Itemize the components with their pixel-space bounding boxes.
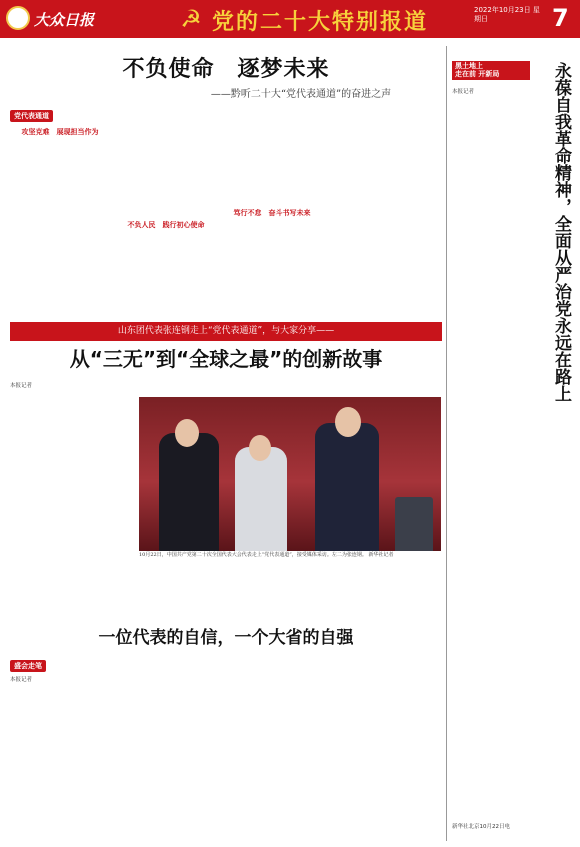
- article2-column-3: [239, 564, 335, 616]
- article1-section-tag: 党代表通道: [10, 110, 53, 122]
- article3-section-tag: 盛会走笔: [10, 660, 46, 672]
- photo-head-1: [175, 419, 199, 447]
- article3-column-3: [226, 660, 330, 840]
- sidebar-column-tag-line1: 黑土地上: [455, 62, 483, 70]
- article2-byline: 本报记者: [10, 383, 33, 389]
- article2-photo-credit: 新华社记者: [368, 552, 394, 558]
- newspaper-name: 大众日报: [34, 11, 95, 29]
- newspaper-logo: [6, 4, 95, 32]
- article1-column-3: [222, 110, 322, 320]
- sidebar-headline: 永葆自我革命精神，全面从严治党永远在路上: [551, 62, 571, 402]
- photo-person-2: [235, 447, 287, 551]
- sidebar-byline-block: [452, 84, 534, 100]
- article2-banner: 山东团代表张连钢走上“党代表通道”，与大家分享——: [10, 322, 442, 341]
- photo-lectern: [395, 497, 433, 551]
- article3-column-1: [10, 660, 110, 840]
- article1-subtitle-b: 不负人民 践行初心使命: [127, 221, 205, 229]
- article1-column-2: [116, 110, 216, 320]
- column-divider: [446, 46, 447, 841]
- photo-head-2: [249, 435, 271, 461]
- section-title: 党的二十大特别报道: [212, 10, 429, 35]
- article1-column-4: [330, 110, 440, 320]
- article3-column-2: [116, 660, 220, 840]
- article2-column-4: [339, 564, 441, 616]
- article2-photo: [139, 397, 441, 551]
- article1-subtitle-c: 笃行不怠 奋斗书写未来: [233, 209, 311, 217]
- article3-headline: 一位代表的自信，一个大省的自强: [98, 628, 354, 648]
- article3-byline: 本报记者: [10, 677, 33, 683]
- sidebar-footer: 新华社北京10月22日电: [452, 824, 510, 830]
- logo-seal-icon: [6, 6, 30, 30]
- sidebar-column-tag: [452, 61, 530, 80]
- party-emblem-icon: ☭: [180, 5, 202, 33]
- photo-head-3: [335, 407, 361, 437]
- article1-subtitle-a: 攻坚克难 展现担当作为: [21, 128, 99, 136]
- masthead: [0, 0, 580, 38]
- article1-headline: 不负使命 逐梦未来: [122, 57, 330, 82]
- article2-column-1: [10, 378, 134, 568]
- article2-column-2: [139, 564, 235, 616]
- article3-column-4: [336, 660, 440, 840]
- sidebar-column-1: [452, 102, 534, 282]
- sidebar-column-tag-line2: 走在前 开新局: [455, 69, 500, 78]
- article2-photo-caption-text: 10月22日，中国共产党第二十次全国代表大会代表走上“党代表通道”，接受媒体采访。左二为张连钢。: [139, 552, 367, 558]
- page-number: 7: [552, 4, 569, 32]
- article2-photo-caption: [139, 552, 441, 559]
- article1-column-1: [10, 110, 110, 320]
- sidebar-byline: 本报记者: [452, 89, 475, 95]
- article2-headline: 从“三无”到“全球之最”的创新故事: [69, 347, 383, 371]
- article1-subheadline: ——黔听二十大“党代表通道”的奋进之声: [210, 89, 392, 100]
- photo-person-3: [315, 423, 379, 551]
- photo-person-1: [159, 433, 219, 551]
- sidebar-column-2: [452, 286, 574, 834]
- issue-date: 2022年10月23日 星期日: [474, 6, 540, 23]
